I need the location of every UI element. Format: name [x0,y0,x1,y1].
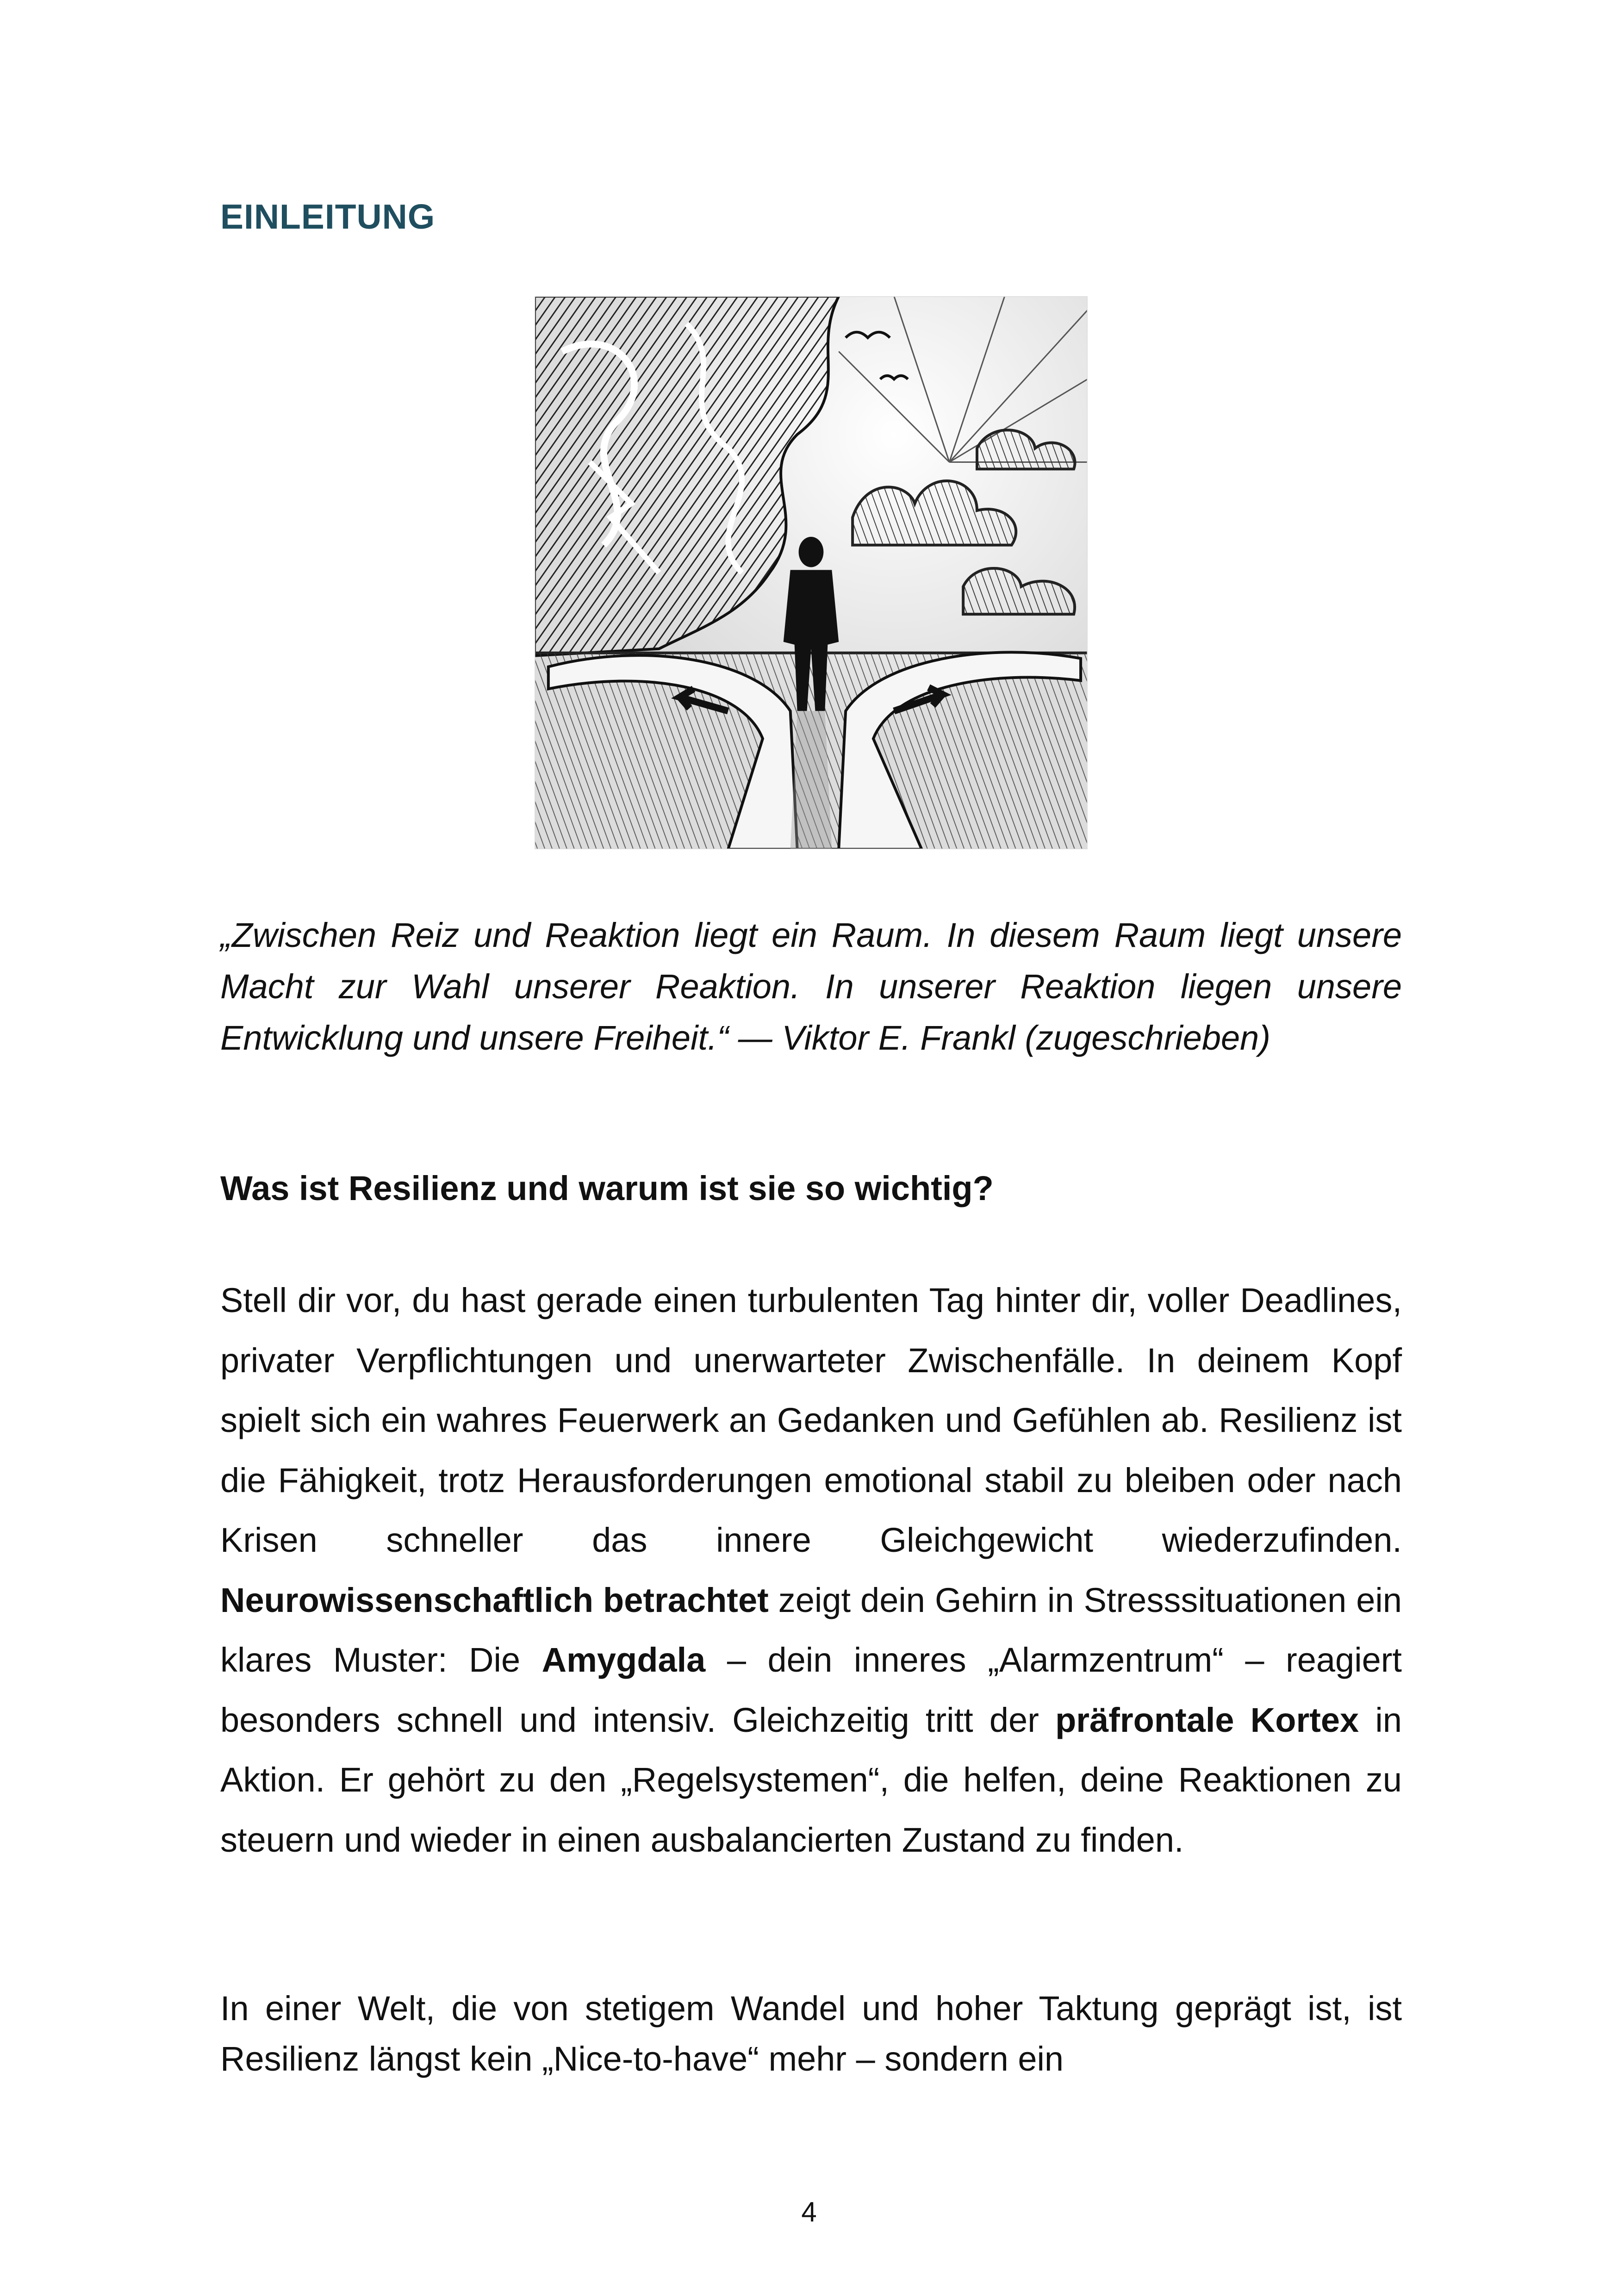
body-paragraph-1 [220,1270,1402,1870]
bold-term-neuroscience: Neurowissenschaftlich betrachtet [220,1580,769,1619]
paragraph-text: Stell dir vor, du hast gerade einen turbulenten Tag hinter dir, voller Deadlines, privater Verpflichtungen und unerwarteter Zwischenfälle. In deinem Kopf spielt sich ein wahres Feuerwerk an Gedanken und Gefühlen ab. Resilienz ist die Fähigkeit, trotz Herausforderungen emotional stabil zu bleiben oder nach Krisen schneller das innere Gleichgewicht wiederzufinden. [220,1281,1402,1559]
paragraph-text: – dein inneres „Alarmzentrum“ – reagiert besonders schnell und intensiv. Gleichzeitig tritt der [220,1641,1402,1739]
chapter-heading: EINLEITUNG [220,197,436,236]
bold-term-prefrontal-cortex: präfrontale Kortex [1055,1700,1359,1739]
body-paragraph-2: In einer Welt, die von stetigem Wandel und hoher Taktung geprägt ist, ist Resilienz längst kein „Nice-to-have“ mehr – sondern ein [220,1989,1402,2078]
bold-term-amygdala: Amygdala [541,1641,706,1679]
section-subheading: Was ist Resilienz und warum ist sie so wichtig? [220,1169,994,1207]
page-number: 4 [801,2196,817,2228]
crossroads-illustration-icon [535,296,1088,849]
frankl-quote: „Zwischen Reiz und Reaktion liegt ein Raum. In diesem Raum liegt unsere Macht zur Wahl unserer Reaktion. In unserer Reaktion liegen unsere Entwicklung und unsere Freiheit.“ — Viktor E. Frankl (zugeschrieben) [220,916,1402,1057]
paragraph-text: zeigt dein Gehirn in Stresssituationen ein klares Muster: Die [220,1580,1402,1679]
paragraph-text: in Aktion. Er gehört zu den „Regelsystemen“, die helfen, deine Reaktionen zu steuern und wieder in einen ausbalancierten Zustand zu finden. [220,1700,1402,1859]
